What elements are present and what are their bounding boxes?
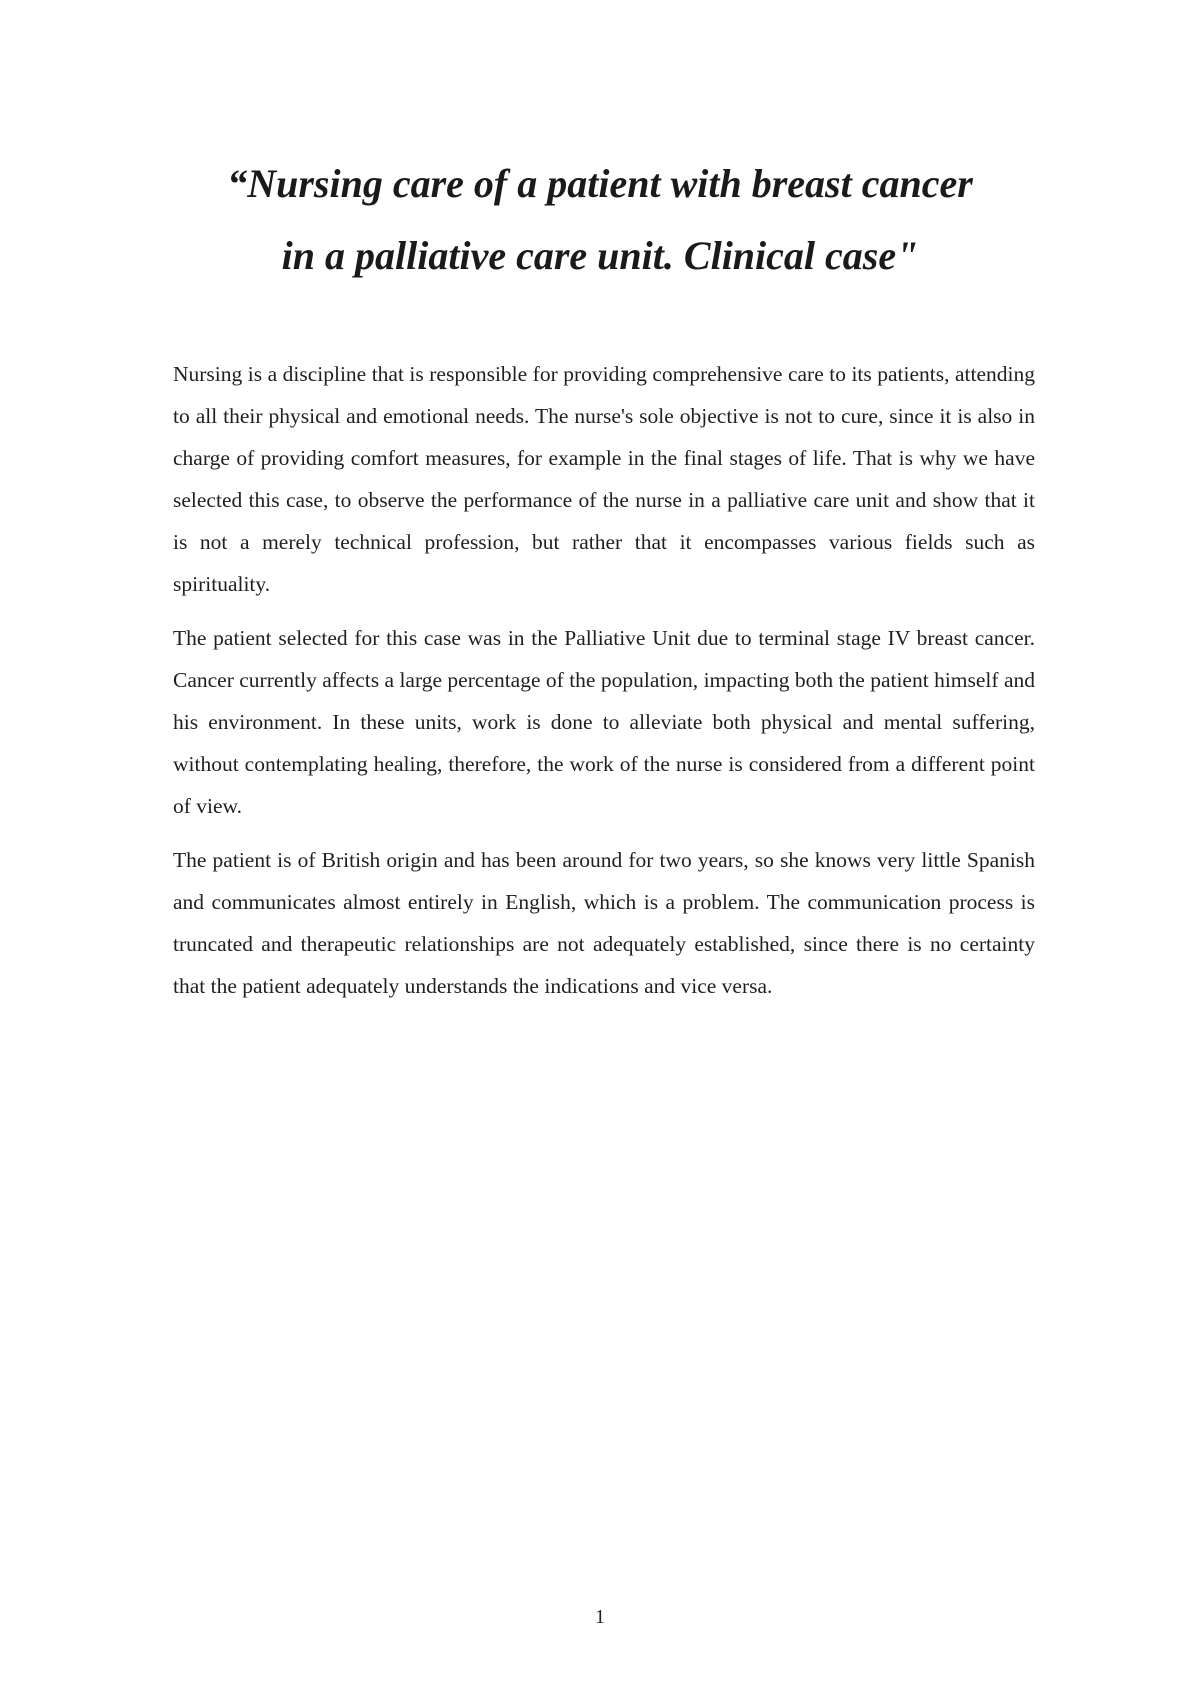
paragraph-2: The patient selected for this case was in the Palliative Unit due to terminal stage IV breast cancer. Cancer currently affects a large percentage of the population, impacting both the patient himself and his environment. In these units, work is done to alleviate both physical and mental suffering, without contemplating healing, therefore, the work of the nurse is considered from a different point of view. bbox=[173, 626, 1035, 818]
title-line-1: “Nursing care of a patient with breast cancer bbox=[227, 161, 973, 206]
document-body bbox=[173, 353, 1035, 1019]
document-title bbox=[0, 148, 1200, 292]
paragraph-1: Nursing is a discipline that is responsible for providing comprehensive care to its patients, attending to all their physical and emotional needs. The nurse's sole objective is not to cure, since it is also in charge of providing comfort measures, for example in the final stages of life. That is why we have selected this case, to observe the performance of the nurse in a palliative care unit and show that it is not a merely technical profession, but rather that it encompasses various fields such as spirituality. bbox=[173, 362, 1035, 596]
title-line-2: in a palliative care unit. Clinical case" bbox=[281, 233, 919, 278]
page-number: 1 bbox=[595, 1606, 605, 1628]
paragraph-3: The patient is of British origin and has been around for two years, so she knows very little Spanish and communicates almost entirely in English, which is a problem. The communication process is truncated and therapeutic relationships are not adequately established, since there is no certainty that the patient adequately understands the indications and vice versa. bbox=[173, 848, 1035, 998]
